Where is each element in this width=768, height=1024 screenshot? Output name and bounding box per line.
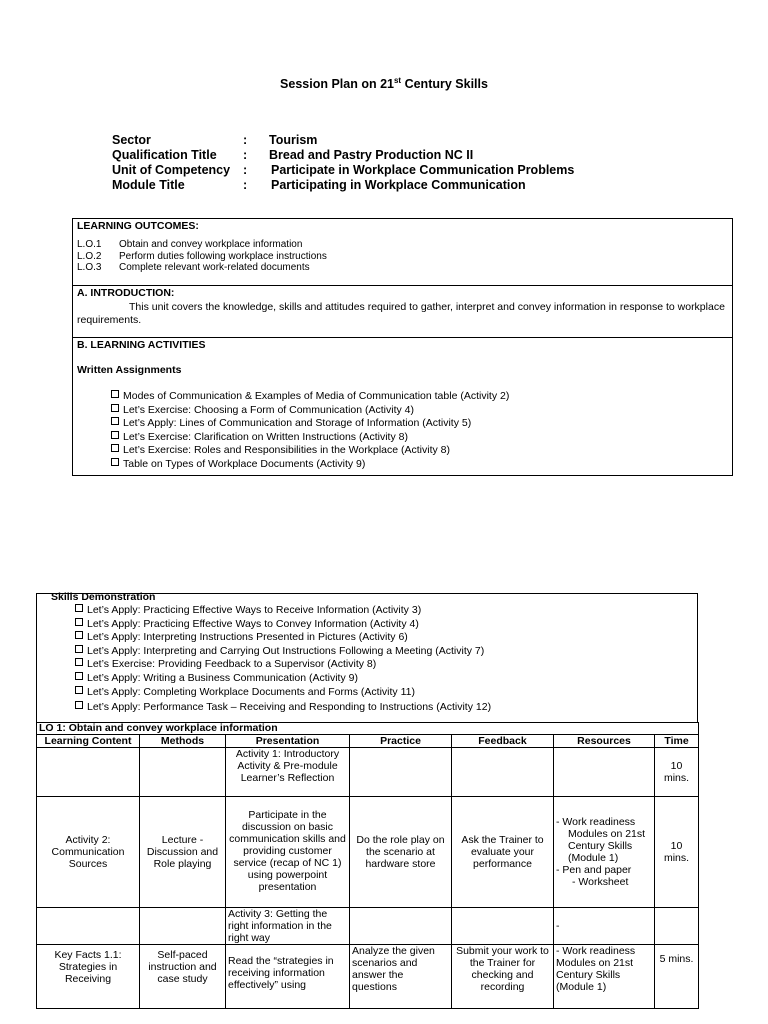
list-item: Let’s Apply: Practicing Effective Ways to Convey Information (Activity 4) bbox=[75, 618, 697, 632]
checkbox-icon bbox=[75, 631, 83, 639]
list-item: Let’s Apply: Interpreting Instructions Presented in Pictures (Activity 6) bbox=[75, 631, 697, 645]
column-header: Practice bbox=[350, 735, 452, 748]
table-header-row bbox=[37, 735, 699, 748]
list-item: Let’s Apply: Practicing Effective Ways to Receive Information (Activity 3) bbox=[75, 604, 697, 618]
table-cell: - bbox=[554, 908, 655, 945]
lo-heading: LO 1: Obtain and convey workplace information bbox=[37, 723, 699, 735]
table-cell bbox=[655, 908, 699, 945]
checkbox-icon bbox=[111, 444, 119, 452]
checkbox-icon bbox=[75, 604, 83, 612]
checkbox-icon bbox=[75, 658, 83, 666]
table-cell: 10 mins. bbox=[655, 797, 699, 908]
module-meta bbox=[112, 133, 574, 193]
meta-qualification: Qualification Title : Bread and Pastry Production NC II bbox=[112, 148, 474, 162]
resource-item: - Worksheet bbox=[572, 876, 629, 888]
table-cell bbox=[37, 748, 140, 797]
table-cell: Participate in the discussion on basic communication skills and providing customer service (recap of NC 1) using powerpoint presentation bbox=[226, 797, 350, 908]
list-item: Modes of Communication & Examples of Media of Communication table (Activity 2) bbox=[111, 390, 732, 404]
checkbox-icon bbox=[75, 618, 83, 626]
introduction-heading: A. INTRODUCTION: bbox=[77, 287, 175, 299]
skills-demonstration-heading: Skills Demonstration bbox=[51, 591, 156, 603]
learning-outcomes-section bbox=[73, 219, 732, 286]
checkbox-icon bbox=[75, 645, 83, 653]
list-item: Let’s Exercise: Clarification on Written Instructions (Activity 8) bbox=[111, 431, 732, 445]
table-cell bbox=[554, 797, 655, 908]
column-header: Feedback bbox=[452, 735, 554, 748]
list-item: Let’s Apply: Performance Task – Receiving and Responding to Instructions (Activity 12) bbox=[75, 701, 697, 715]
list-item: Let’s Exercise: Roles and Responsibilities in the Workplace (Activity 8) bbox=[111, 444, 732, 458]
table-cell: 5 mins. bbox=[655, 945, 699, 1009]
checkbox-icon bbox=[111, 390, 119, 398]
table-cell: Analyze the given scenarios and answer the questions bbox=[350, 945, 452, 1009]
checkbox-icon bbox=[75, 701, 83, 709]
table-row bbox=[37, 945, 699, 1009]
lo-item: L.O.3 Complete relevant work-related documents bbox=[77, 262, 310, 273]
written-assignments-heading: Written Assignments bbox=[77, 364, 182, 376]
checkbox-icon bbox=[111, 431, 119, 439]
meta-sector: Sector : Tourism bbox=[112, 133, 318, 147]
checkbox-icon bbox=[75, 672, 83, 680]
table-cell: Activity 1: Introductory Activity & Pre-module Learner’s Reflection bbox=[226, 748, 350, 797]
table-cell bbox=[554, 748, 655, 797]
column-header: Presentation bbox=[226, 735, 350, 748]
table-cell: - Work readiness Modules on 21st Century Skills (Module 1) bbox=[554, 945, 655, 1009]
table-cell: Self-paced instruction and case study bbox=[140, 945, 226, 1009]
table-cell bbox=[452, 748, 554, 797]
column-header: Resources bbox=[554, 735, 655, 748]
table-cell: Ask the Trainer to evaluate your performance bbox=[452, 797, 554, 908]
skills-demonstration-list bbox=[37, 604, 697, 715]
checkbox-icon bbox=[111, 417, 119, 425]
lo-item: L.O.2 Perform duties following workplace instructions bbox=[77, 250, 327, 262]
lo-table bbox=[36, 722, 699, 1009]
learning-outcomes-heading: LEARNING OUTCOMES: bbox=[77, 220, 199, 232]
resource-item: - Pen and paper bbox=[556, 864, 632, 876]
lo-heading-row bbox=[37, 723, 699, 735]
meta-unit: Unit of Competency : Participate in Workplace Communication Problems bbox=[112, 163, 575, 177]
table-cell: Lecture - Discussion and Role playing bbox=[140, 797, 226, 908]
table-cell: 10 mins. bbox=[655, 748, 699, 797]
session-plan-box bbox=[72, 218, 733, 476]
introduction-text: This unit covers the knowledge, skills and attitudes required to gather, interpret and convey information in response to workplace requirements. bbox=[77, 301, 725, 326]
introduction-section bbox=[73, 286, 732, 338]
table-row bbox=[37, 908, 699, 945]
table-cell bbox=[140, 748, 226, 797]
table-cell: Do the role play on the scenario at hardware store bbox=[350, 797, 452, 908]
table-cell: Key Facts 1.1: Strategies in Receiving bbox=[37, 945, 140, 1009]
list-item: Let’s Apply: Lines of Communication and Storage of Information (Activity 5) bbox=[111, 417, 732, 431]
checkbox-icon bbox=[111, 458, 119, 466]
list-item: Let’s Apply: Interpreting and Carrying Out Instructions Following a Meeting (Activity 7) bbox=[75, 645, 697, 659]
meta-module: Module Title : Participating in Workplace Communication bbox=[112, 178, 526, 192]
table-cell: Activity 3: Getting the right information in the right way bbox=[226, 908, 350, 945]
skills-demonstration-box bbox=[36, 593, 698, 723]
table-cell: Activity 2: Communication Sources bbox=[37, 797, 140, 908]
table-cell: Read the “strategies in receiving information effectively” using bbox=[226, 945, 350, 1009]
table-cell bbox=[452, 908, 554, 945]
checkbox-icon bbox=[75, 686, 83, 694]
learning-activities-heading: B. LEARNING ACTIVITIES bbox=[77, 339, 206, 351]
column-header: Learning Content bbox=[37, 735, 140, 748]
table-cell bbox=[350, 908, 452, 945]
learning-outcomes-list bbox=[73, 239, 732, 274]
list-item: Let’s Apply: Writing a Business Communication (Activity 9) bbox=[75, 672, 697, 686]
column-header: Methods bbox=[140, 735, 226, 748]
table-row bbox=[37, 797, 699, 908]
column-header: Time bbox=[655, 735, 699, 748]
resource-item: - Work readiness Modules on 21st Century Skills (Module 1) bbox=[556, 816, 646, 864]
written-assignments-list bbox=[73, 390, 732, 472]
list-item: Let’s Exercise: Providing Feedback to a Supervisor (Activity 8) bbox=[75, 658, 697, 672]
learning-activities-section bbox=[73, 338, 732, 472]
table-cell bbox=[37, 908, 140, 945]
table-cell: Submit your work to the Trainer for checking and recording bbox=[452, 945, 554, 1009]
table-cell bbox=[140, 908, 226, 945]
list-item: Table on Types of Workplace Documents (Activity 9) bbox=[111, 458, 732, 472]
checkbox-icon bbox=[111, 404, 119, 412]
page-title: Session Plan on 21st Century Skills bbox=[280, 76, 488, 92]
table-cell bbox=[350, 748, 452, 797]
table-row bbox=[37, 748, 699, 797]
list-item: Let’s Apply: Completing Workplace Documents and Forms (Activity 11) bbox=[75, 686, 697, 700]
list-item: Let’s Exercise: Choosing a Form of Communication (Activity 4) bbox=[111, 404, 732, 418]
lo-item: L.O.1 Obtain and convey workplace information bbox=[77, 239, 303, 250]
